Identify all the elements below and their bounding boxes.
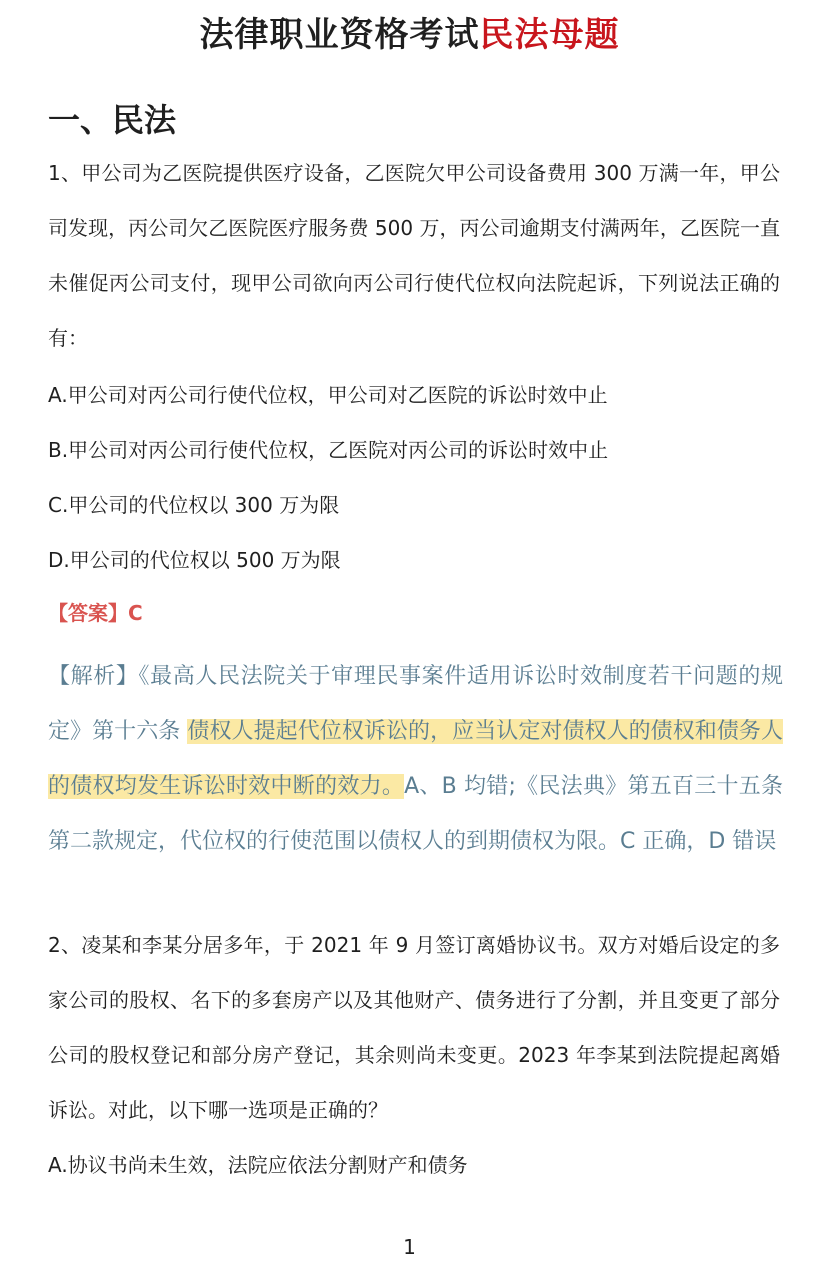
analysis-highlight: 债权人提起代位权诉讼的，应当认定对债权人的债权和债务人的债权均发生诉讼时效中断的效力。 — [48, 719, 783, 799]
question-1-option-b: B.甲公司对丙公司行使代位权，乙医院对丙公司的诉讼时效中止 — [48, 438, 609, 462]
question-1-stem: 1、甲公司为乙医院提供医疗设备，乙医院欠甲公司设备费用 300 万满一年，甲公司发现，丙公司欠乙医院医疗服务费 500 万，丙公司逾期支付满两年，乙医院一直未催促丙公司支付，现甲公司欲向丙公司行使代位权向法院起诉，下列说法正确的有： — [48, 161, 780, 350]
question-1-option-c: C.甲公司的代位权以 300 万为限 — [48, 493, 340, 517]
question-1-option-a: A.甲公司对丙公司行使代位权，甲公司对乙医院的诉讼时效中止 — [48, 383, 608, 407]
question-2-option-a: A.协议书尚未生效，法院应依法分割财产和债务 — [48, 1153, 468, 1177]
analysis-suffix: A、B 均错;《民法典》第五百三十五条第二款规定，代位权的行使范围以债权人的到期债权为限。C 正确，D 错误 — [48, 774, 783, 854]
question-1-option-d: D.甲公司的代位权以 500 万为限 — [48, 548, 341, 572]
title-highlight: 民法母题 — [479, 15, 620, 55]
page-title — [0, 10, 819, 60]
analysis-prefix: 【解析】《最高人民法院关于审理民事案件适用诉讼时效制度若干问题的规定》第十六条 — [48, 664, 783, 744]
question-1-answer: 【答案】C — [48, 601, 143, 625]
question-1-analysis — [48, 649, 783, 869]
section-heading: 一、民法 — [48, 101, 177, 139]
question-2-stem: 2、凌某和李某分居多年，于 2021 年 9 月签订离婚协议书。双方对婚后设定的多家公司的股权、名下的多套房产以及其他财产、债务进行了分割，并且变更了部分公司的股权登记和部分房产登记，其余则尚未变更。2023 年李某到法院提起离婚诉讼。对此，以下哪一选项是正确的？ — [48, 933, 780, 1122]
page-number: 1 — [403, 1235, 416, 1259]
title-main: 法律职业资格考试 — [199, 15, 480, 55]
